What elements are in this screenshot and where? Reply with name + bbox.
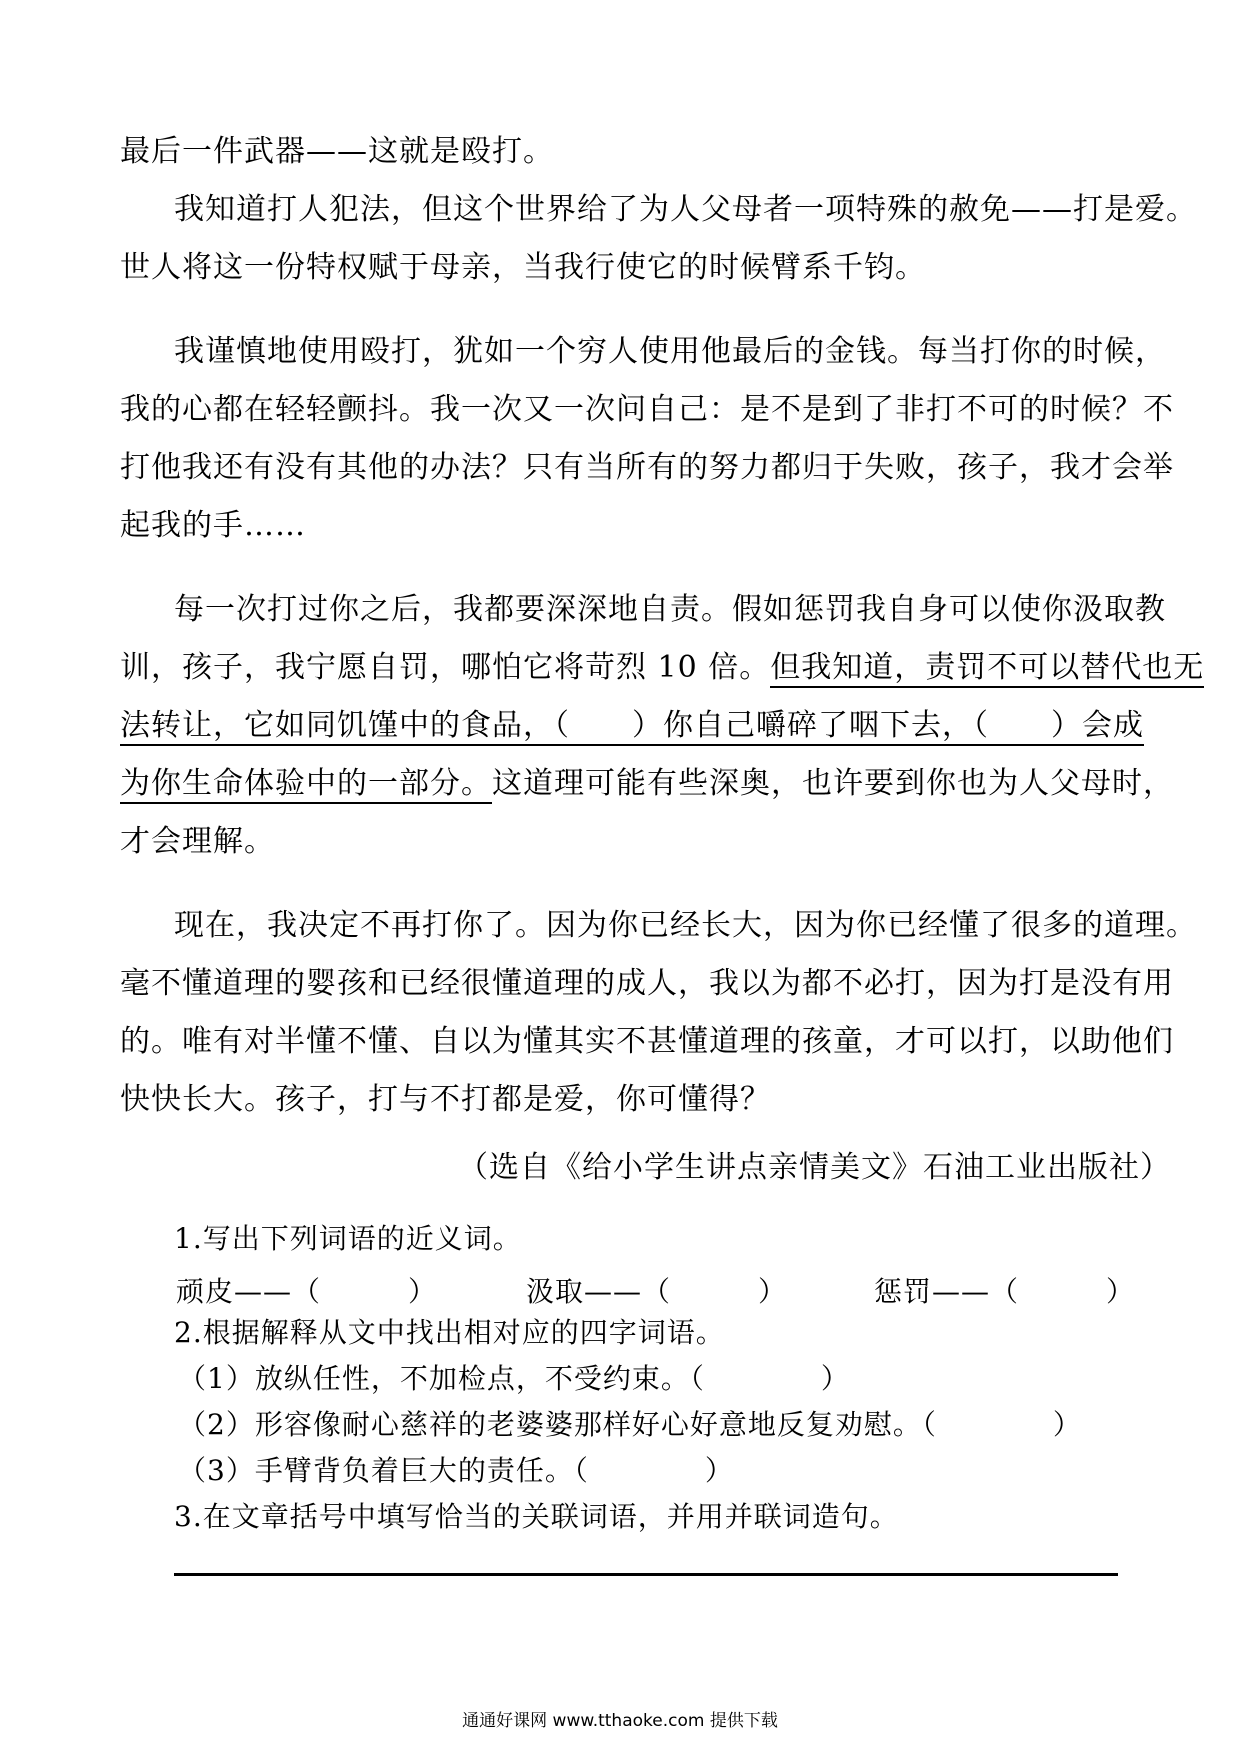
passage-line: 起我的手……: [120, 508, 306, 543]
question-2-item: （2）形容像耐心慈祥的老婆婆那样好心好意地反复劝慰。（ ）: [178, 1408, 1082, 1441]
question-2-item: （3）手臂背负着巨大的责任。（ ）: [178, 1454, 734, 1487]
synonym-item: 顽皮——（ ）: [176, 1275, 438, 1308]
question-2-item: （1）放纵任性，不加检点，不受约束。（ ）: [178, 1362, 850, 1395]
passage-line: 最后一件武器——这就是殴打。: [120, 134, 554, 169]
passage-text: 这道理可能有些深奥，也许要到你也为人父母时，: [492, 766, 1174, 801]
passage-line: 现在，我决定不再打你了。因为你已经长大，因为你已经懂了很多的道理。: [174, 908, 1197, 943]
passage-line: [120, 766, 1174, 802]
underlined-sentence: 为你生命体验中的一部分。: [120, 766, 492, 804]
passage-line: [120, 650, 1204, 686]
question-2-title: 2.根据解释从文中找出相对应的四字词语。: [174, 1316, 725, 1349]
passage-line: [120, 708, 1144, 744]
underlined-sentence: 但我知道，责罚不可以替代也无: [770, 650, 1204, 688]
question-1-title: 1.写出下列词语的近义词。: [174, 1222, 522, 1255]
passage-line: 我的心都在轻轻颤抖。我一次又一次问自己：是不是到了非打不可的时候？不: [120, 392, 1174, 427]
passage-line: 我谨慎地使用殴打，犹如一个穷人使用他最后的金钱。每当打你的时候，: [174, 334, 1166, 369]
underlined-sentence: 法转让，它如同饥馑中的食品，（ ）你自己嚼碎了咽下去，（ ）会成: [120, 708, 1144, 746]
synonym-item: 汲取——（ ）: [526, 1275, 788, 1308]
page-footer: 通通好课网 www.tthaoke.com 提供下载: [462, 1711, 778, 1731]
question-3-title: 3.在文章括号中填写恰当的关联词语，并用并联词造句。: [174, 1500, 899, 1533]
source-citation: （选自《给小学生讲点亲情美文》石油工业出版社）: [458, 1150, 1171, 1185]
passage-line: 每一次打过你之后，我都要深深地自责。假如惩罚我自身可以使你汲取教: [174, 592, 1166, 627]
synonym-item: 惩罚——（ ）: [874, 1275, 1136, 1308]
passage-line: 我知道打人犯法，但这个世界给了为人父母者一项特殊的赦免——打是爱。: [174, 192, 1197, 227]
passage-line: 才会理解。: [120, 824, 275, 859]
passage-line: 世人将这一份特权赋于母亲，当我行使它的时候臂系千钧。: [120, 250, 926, 285]
passage-line: 打他我还有没有其他的办法？只有当所有的努力都归于失败，孩子，我才会举: [120, 450, 1174, 485]
answer-line: [174, 1573, 1118, 1576]
passage-line: 快快长大。孩子，打与不打都是爱，你可懂得？: [120, 1082, 771, 1117]
passage-line: 的。唯有对半懂不懂、自以为懂其实不甚懂道理的孩童，才可以打，以助他们: [120, 1024, 1174, 1059]
passage-line: 毫不懂道理的婴孩和已经很懂道理的成人，我以为都不必打，因为打是没有用: [120, 966, 1174, 1001]
passage-text: 训，孩子，我宁愿自罚，哪怕它将苛烈 10 倍。: [120, 650, 771, 685]
